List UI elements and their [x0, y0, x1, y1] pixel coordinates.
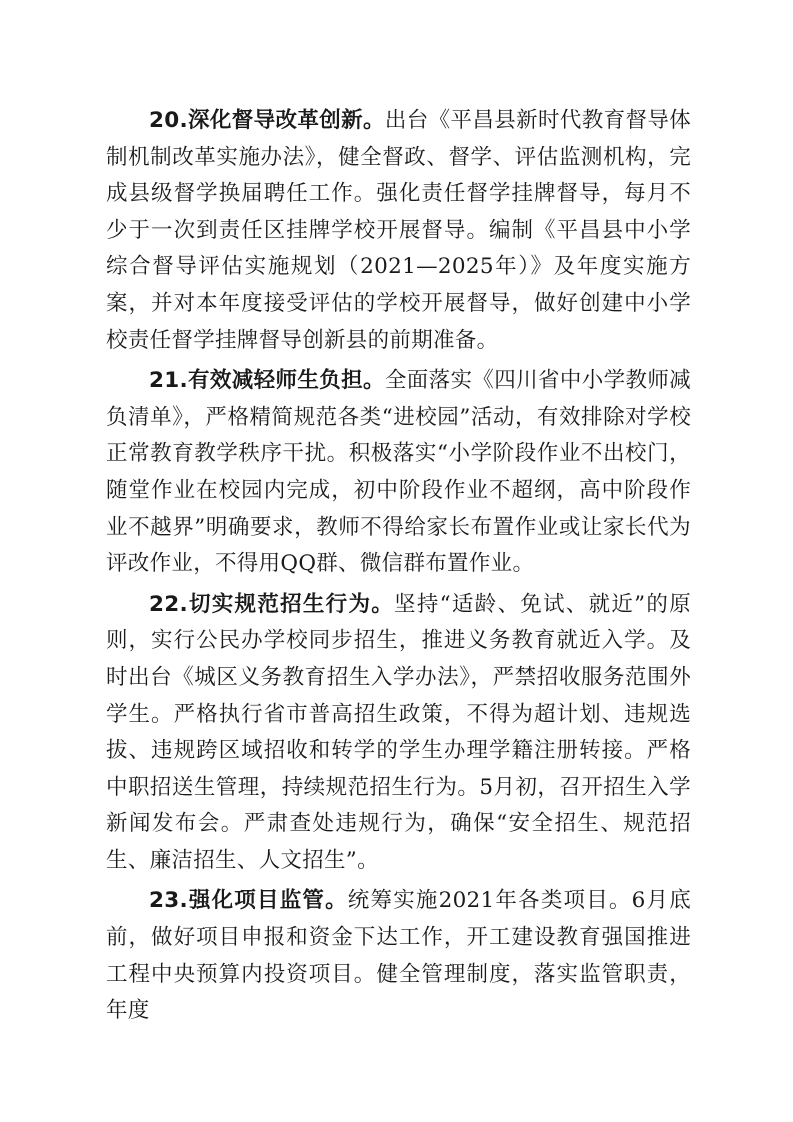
paragraph-21 [106, 363, 691, 583]
paragraph-20-text: 出台《平昌县新时代教育督导体制机制改革实施办法》，健全督政、督学、评估监测机构，完成县级督学换届聘任工作。强化责任督学挂牌督导，每月不少于一次到责任区挂牌学校开展督导。编制《平昌县中小学综合督导评估实施规划（2021—2025年）》及年度实施方案，并对本年度接受评估的学校开展督导，做好创建中小学校责任督学挂牌督导创新县的前期准备。 [106, 108, 691, 353]
paragraph-22 [106, 587, 691, 880]
document-body [106, 103, 691, 1034]
paragraph-23-text: 统筹实施2021年各类项目。6月底前，做好项目申报和资金下达工作，开工建设教育强国推进工程中央预算内投资项目。健全管理制度，落实监管职责，年度 [106, 888, 691, 1024]
paragraph-22-text: 坚持“适龄、免试、就近”的原则，实行公民办学校同步招生，推进义务教育就近入学。及时出台《城区义务教育招生入学办法》，严禁招收服务范围外学生。严格执行省市普高招生政策，不得为超计划、违规选拔、违规跨区域招收和转学的学生办理学籍注册转接。严格中职招送生管理，持续规范招生行为。5月初，召开招生入学新闻发布会。严肃查处违规行为，确保“安全招生、规范招生、廉洁招生、人文招生”。 [106, 591, 691, 873]
paragraph-20-heading: 20.深化督导改革创新。 [149, 108, 385, 133]
paragraph-21-text: 全面落实《四川省中小学教师减负清单》，严格精简规范各类“进校园”活动，有效排除对学校正常教育教学秩序干扰。积极落实“小学阶段作业不出校门，随堂作业在校园内完成，初中阶段作业不超纲，高中阶段作业不越界”明确要求，教师不得给家长布置作业或让家长代为评改作业，不得用QQ群、微信群布置作业。 [106, 368, 691, 577]
paragraph-21-heading: 21.有效减轻师生负担。 [149, 368, 385, 394]
paragraph-23-heading: 23.强化项目监管。 [149, 888, 348, 914]
paragraph-22-heading: 22.切实规范招生行为。 [149, 591, 395, 617]
paragraph-23 [106, 883, 691, 1029]
paragraph-20 [106, 103, 691, 359]
